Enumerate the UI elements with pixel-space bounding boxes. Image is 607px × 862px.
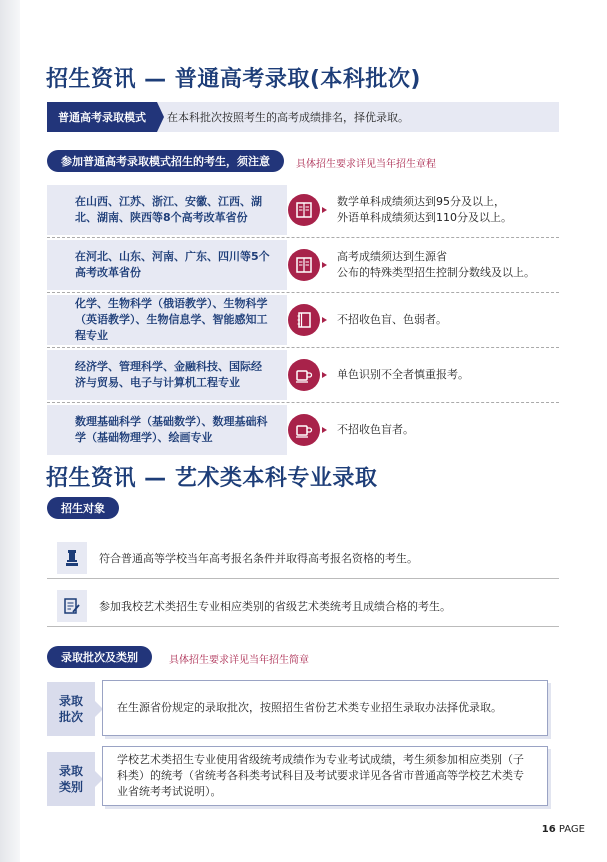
requirement-row: [47, 240, 559, 290]
chess-piece-icon: [57, 542, 87, 574]
category-label-line: 类别: [58, 780, 83, 794]
requirement-row: [47, 185, 559, 235]
batch-pill: 录取批次及类别: [47, 646, 152, 668]
page-number: [542, 824, 585, 835]
row-divider: [47, 402, 559, 403]
cup-icon: [288, 359, 320, 391]
category-text-box: 在生源省份规定的录取批次，按照招生省份艺术类专业招生录取办法择优录取。: [102, 680, 548, 736]
notebook-icon: [288, 304, 320, 336]
section2-title: 招生资讯 — 艺术类本科专业录取: [46, 466, 378, 491]
requirement-text: [337, 240, 535, 290]
requirement-condition: 数理基础科学（基础数学）、数理基础科学（基础物理学）、绘画专业: [47, 405, 287, 455]
requirement-text: [337, 185, 512, 235]
admission-mode-tag: 普通高考录取模式: [47, 102, 157, 132]
category-label-line: 录取: [58, 694, 83, 708]
requirement-condition: 在山西、江苏、浙江、安徽、江西、湖北、湖南、陕西等8个高考改革省份: [47, 185, 287, 235]
target-item: [47, 537, 559, 579]
book-icon: [288, 194, 320, 226]
category-label-line: 录取: [58, 764, 83, 778]
category-label: [47, 752, 95, 806]
target-item: [47, 585, 559, 627]
row-divider: [47, 347, 559, 348]
exam-paper-icon: [57, 590, 87, 622]
requirement-line: 数学单科成绩须达到95分及以上，: [337, 195, 505, 208]
page-number-value: 16: [541, 824, 556, 835]
requirement-line: 公布的特殊类型招生控制分数线及以上。: [337, 266, 535, 279]
requirement-text: 不招收色盲、色弱者。: [337, 313, 447, 326]
category-label-line: 批次: [58, 710, 83, 724]
requirement-condition: 在河北、山东、河南、广东、四川等5个高考改革省份: [47, 240, 287, 290]
book-icon: [288, 249, 320, 281]
page-number-label: PAGE: [558, 824, 585, 835]
section1-title: 招生资讯 — 普通高考录取(本科批次): [46, 67, 421, 92]
admission-mode-bar: [47, 102, 559, 132]
notice-pill: 参加普通高考录取模式招生的考生，须注意: [47, 150, 284, 172]
target-text: 符合普通高等学校当年高考报名条件并取得高考报名资格的考生。: [99, 552, 418, 565]
page-spine-shadow: [0, 0, 20, 862]
target-pill: 招生对象: [47, 497, 119, 519]
row-divider: [47, 237, 559, 238]
row-divider: [47, 292, 559, 293]
category-text-box: 学校艺术类招生专业使用省级统考成绩作为专业考试成绩，考生须参加相应类别（子科类）的统考（省统考各科类考试科目及考试要求详见各省市普通高等学校艺术类专业省统考考试说明）。: [102, 746, 548, 806]
requirement-row: [47, 295, 559, 345]
requirement-line: 外语单科成绩须达到110分及以上。: [337, 211, 512, 224]
target-text: 参加我校艺术类招生专业相应类别的省级艺术类统考且成绩合格的考生。: [99, 600, 451, 613]
requirement-condition: 经济学、管理科学、金融科技、国际经济与贸易、电子与计算机工程专业: [47, 350, 287, 400]
requirement-row: [47, 350, 559, 400]
admission-mode-text: 在本科批次按照考生的高考成绩排名，择优录取。: [167, 111, 409, 124]
category-label: [47, 682, 95, 736]
requirement-condition: 化学、生物科学（俄语教学）、生物科学（英语教学）、生物信息学、智能感知工程专业: [47, 295, 287, 345]
batch-note: 具体招生要求详见当年招生简章: [169, 655, 309, 666]
notice-note: 具体招生要求详见当年招生章程: [296, 159, 436, 170]
requirement-line: 高考成绩须达到生源省: [337, 250, 447, 263]
requirement-text: 单色识别不全者慎重报考。: [337, 368, 469, 381]
cup-icon: [288, 414, 320, 446]
requirement-row: [47, 405, 559, 455]
requirement-text: 不招收色盲者。: [337, 423, 414, 436]
